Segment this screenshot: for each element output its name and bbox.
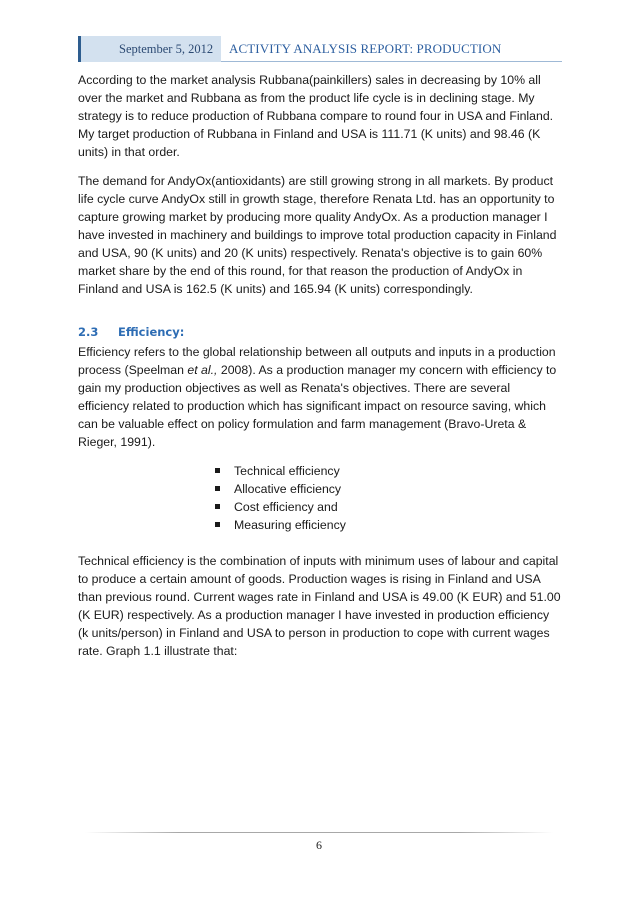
document-body bbox=[78, 71, 562, 671]
section-number: 2.3 bbox=[78, 325, 99, 339]
citation-et-al: et al., bbox=[187, 363, 218, 377]
page-header bbox=[78, 36, 562, 62]
header-rule bbox=[221, 61, 562, 62]
square-bullet-icon bbox=[215, 504, 220, 509]
square-bullet-icon bbox=[215, 522, 220, 527]
paragraph-rubbana: According to the market analysis Rubbana(painkillers) sales in decreasing by 10% all over the market and Rubbana as from the product life cycle is in declining stage. My strategy is to reduce production of Rubbana compare to round four in USA and Finland. My target production of Rubbana in Finland and USA is 111.71 (K units) and 98.46 (K units) in that order. bbox=[78, 73, 554, 159]
section-title: Efficiency: bbox=[118, 325, 185, 339]
paragraph-efficiency-text-1: Efficiency refers to the global relationship between all outputs and inputs in a production process (Speelman bbox=[78, 345, 556, 377]
header-date: September 5, 2012 bbox=[78, 36, 221, 62]
header-title: ACTIVITY ANALYSIS REPORT: PRODUCTION bbox=[229, 41, 502, 56]
efficiency-list bbox=[215, 462, 562, 534]
list-item: Cost efficiency and bbox=[215, 498, 562, 516]
footer-rule bbox=[85, 832, 553, 833]
square-bullet-icon bbox=[215, 468, 220, 473]
paragraph-technical-efficiency: Technical efficiency is the combination of inputs with minimum uses of labour and capital to produce a certain amount of goods. Production wages is rising in Finland and USA than previous round. Current wages rate in Finland and USA is 49.00 (K EUR) and 51.00 (K EUR) respectively. As a production manager I have invested in production efficiency (k units/person) in Finland and USA to person in production to cope with current wages rate. Graph 1.1 illustrate that: bbox=[78, 554, 561, 658]
list-item: Measuring efficiency bbox=[215, 516, 562, 534]
paragraph-andyox: The demand for AndyOx(antioxidants) are still growing strong in all markets. By product life cycle curve AndyOx still in growth stage, therefore Renata Ltd. has an opportunity to capture growing market by producing more quality AndyOx. As a production manager I have invested in machinery and buildings to improve total production capacity in Finland and USA, 90 (K units) and 20 (K units) respectively. Renata's objective is to gain 60% market share by the end of this round, for that reason the production of AndyOx in Finland and USA is 162.5 (K units) and 165.94 (K units) correspondingly. bbox=[78, 174, 557, 296]
section-heading bbox=[78, 325, 562, 339]
paragraph-efficiency-text-2: 2008). As a production manager my concern with efficiency to gain my production objectives as well as Renata's objectives. There are several efficiency related to production which has significant impact on resource saving, which can be valuable effect on policy formulation and farm management (Bravo-Ureta & Rieger, 1991). bbox=[78, 363, 557, 449]
square-bullet-icon bbox=[215, 486, 220, 491]
list-item: Technical efficiency bbox=[215, 462, 562, 480]
list-item: Allocative efficiency bbox=[215, 480, 562, 498]
paragraph-efficiency bbox=[78, 343, 562, 451]
page-number: 6 bbox=[316, 838, 322, 852]
